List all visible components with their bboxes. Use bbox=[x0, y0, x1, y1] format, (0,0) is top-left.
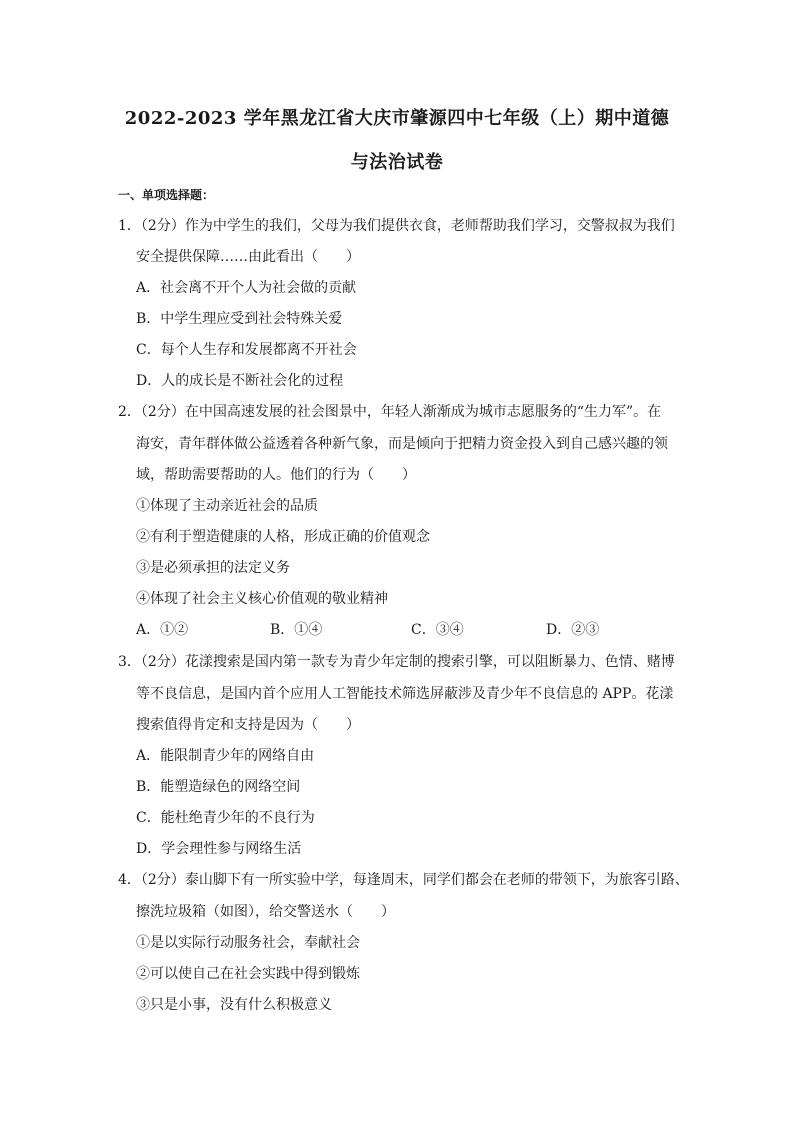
q2-option-c: C．③④ bbox=[411, 622, 464, 638]
q3-option-a: A．能限制青少年的网络自由 bbox=[136, 748, 315, 764]
document-title-line2: 与法治试卷 bbox=[350, 152, 444, 173]
section-heading: 一、单项选择题： bbox=[118, 188, 215, 202]
q2-stem-line2: 海安，青年群体做公益透着各种新气象，而是倾向于把精力资金投入到自己感兴趣的领 bbox=[136, 436, 668, 452]
q1-stem-line1: 1．（2分）作为中学生的我们，父母为我们提供衣食，老师帮助我们学习，交警叔叔为我们 bbox=[118, 218, 675, 234]
q3-option-d: D．学会理性参与网络生活 bbox=[136, 841, 302, 857]
q2-options-row bbox=[0, 620, 794, 642]
q2-stem-line3: 域，帮助需要帮助的人。他们的行为（ ） bbox=[136, 467, 416, 483]
q4-item-2: ②可以使自己在社会实践中得到锻炼 bbox=[136, 966, 360, 982]
q3-stem-line2: 等不良信息，是国内首个应用人工智能技术筛选屏蔽涉及青少年不良信息的 APP。花漾 bbox=[136, 686, 674, 702]
q2-option-b: B．①④ bbox=[270, 622, 323, 638]
q2-option-d: D．②③ bbox=[546, 622, 600, 638]
q3-option-c: C．能杜绝青少年的不良行为 bbox=[136, 810, 315, 826]
q1-option-b: B．中学生理应受到社会特殊关爱 bbox=[136, 311, 343, 327]
q3-stem-line3: 搜索值得肯定和支持是因为（ ） bbox=[136, 717, 360, 733]
q4-stem-line2: 擦洗垃圾箱（如图），给交警送水（ ） bbox=[136, 904, 395, 920]
q1-stem-line2: 安全提供保障……由此看出（ ） bbox=[136, 249, 360, 265]
q1-option-d: D．人的成长是不断社会化的过程 bbox=[136, 373, 344, 389]
q1-option-c: C．每个人生存和发展都离不开社会 bbox=[136, 342, 357, 358]
q2-stem-line1: 2．（2分）在中国高速发展的社会图景中，年轻人渐渐成为城市志愿服务的“生力军”。在 bbox=[118, 404, 662, 420]
q2-item-3: ③是必须承担的法定义务 bbox=[136, 560, 290, 576]
q4-item-3: ③只是小事，没有什么积极意义 bbox=[136, 997, 332, 1013]
q4-stem-line1: 4．（2分）泰山脚下有一所实验中学，每逢周末，同学们都会在老师的带领下，为旅客引路、 bbox=[118, 872, 689, 888]
q4-item-1: ①是以实际行动服务社会，奉献社会 bbox=[136, 935, 360, 951]
q2-option-a: A．①② bbox=[136, 622, 189, 638]
q2-item-4: ④体现了社会主义核心价值观的敬业精神 bbox=[136, 591, 388, 607]
q1-option-a: A．社会离不开个人为社会做的贡献 bbox=[136, 280, 357, 296]
q3-option-b: B．能塑造绿色的网络空间 bbox=[136, 779, 301, 795]
q2-item-2: ②有利于塑造健康的人格，形成正确的价值观念 bbox=[136, 529, 430, 545]
q2-item-1: ①体现了主动亲近社会的品质 bbox=[136, 498, 318, 514]
q3-stem-line1: 3．（2分）花漾搜索是国内第一款专为青少年定制的搜索引擎，可以阻断暴力、色情、赌博 bbox=[118, 654, 675, 670]
document-title-line1: 2022-2023 学年黑龙江省大庆市肇源四中七年级（上）期中道德 bbox=[124, 108, 670, 129]
